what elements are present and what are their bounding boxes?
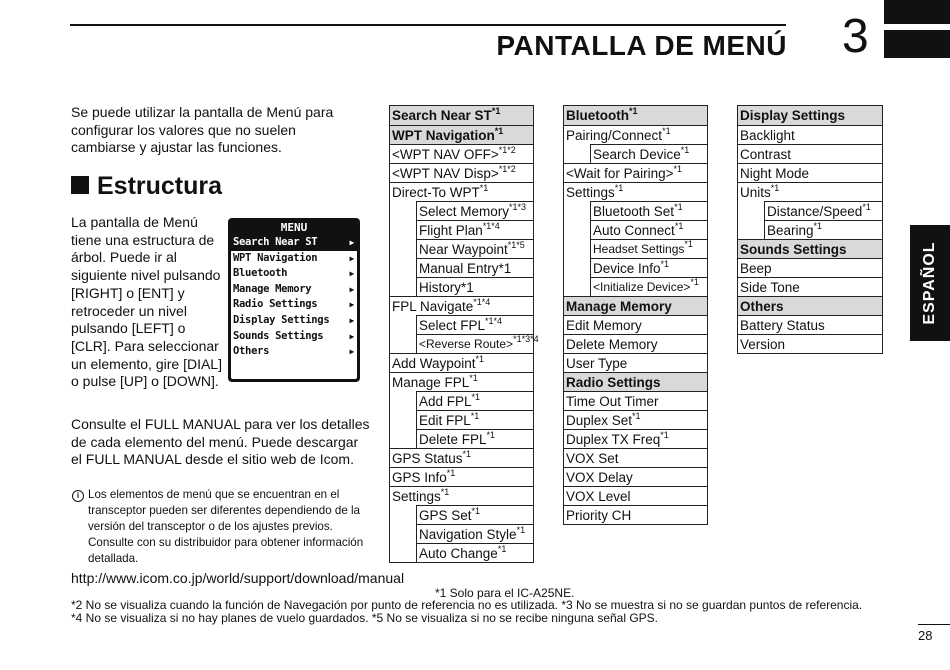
menu-item	[564, 391, 707, 410]
footnote-marker: *1	[494, 126, 504, 136]
menu-subitem	[590, 277, 707, 296]
footnote-marker: *1*3	[509, 202, 527, 212]
menu-item	[564, 163, 707, 182]
menu-item-label: Direct-To WPT	[392, 185, 480, 200]
menu-item-label: Manage FPL	[392, 375, 470, 390]
footnote-marker: *1	[497, 544, 507, 554]
chapter-tab-bar	[884, 0, 950, 24]
menu-item-label: Edit FPL	[419, 413, 471, 428]
menu-item	[390, 182, 533, 201]
menu-lcd-item-label: Search Near ST	[233, 236, 318, 248]
menu-item	[564, 125, 707, 144]
menu-item-label: Side Tone	[740, 280, 800, 295]
footnote-marker: *1	[660, 259, 670, 269]
menu-item-label: History*1	[419, 280, 474, 295]
menu-subitem	[590, 201, 707, 220]
footnote-2-3: *2 No se visualiza cuando la función de Navegación por punto de referencia no es utilizada. *3 No se muestra si no se guardan puntos de referencia.	[71, 598, 863, 612]
menu-item	[564, 410, 707, 429]
square-bullet-icon	[71, 176, 89, 194]
menu-group-header	[390, 106, 533, 125]
chapter-number: 3	[842, 10, 869, 63]
menu-item-label: VOX Level	[566, 489, 631, 504]
menu-item-label: Near Waypoint	[419, 242, 508, 257]
arrow-right-icon: ▶	[349, 331, 354, 341]
menu-item	[564, 429, 707, 448]
menu-item-label: User Type	[566, 356, 628, 371]
menu-lcd-item-label: Bluetooth	[233, 267, 288, 280]
menu-subitem	[590, 144, 707, 163]
arrow-right-icon: ▶	[349, 269, 354, 279]
menu-group-header	[390, 125, 533, 144]
menu-lcd-item-label: WPT Navigation	[233, 251, 318, 264]
footnote-marker: *1*4	[473, 297, 491, 307]
footnote-marker: *1	[516, 525, 526, 535]
footnote-marker: *1	[469, 373, 478, 383]
footnote-marker: *1*4	[482, 221, 500, 231]
menu-item	[390, 467, 533, 486]
menu-item	[738, 315, 882, 334]
menu-item	[564, 334, 707, 353]
manual-url[interactable]: http://www.icom.co.jp/world/support/download/manual	[71, 570, 405, 586]
menu-subitem	[416, 220, 533, 239]
menu-item-label: Select FPL	[419, 318, 486, 333]
footnote-marker: *1	[479, 183, 489, 193]
arrow-right-icon: ▶	[349, 253, 354, 263]
menu-lcd-item	[231, 313, 357, 329]
footnote-marker: *1	[660, 430, 669, 440]
arrow-right-icon: ▶	[349, 284, 354, 294]
menu-item	[564, 315, 707, 334]
menu-item-label: Search Near ST	[392, 108, 492, 123]
menu-subitem	[416, 277, 533, 296]
menu-tree-column-2	[563, 105, 708, 525]
footnote-marker: *1	[491, 106, 501, 116]
menu-lcd-item	[231, 329, 357, 345]
menu-item-label: Night Mode	[740, 166, 810, 181]
menu-item-label: Display Settings	[740, 108, 846, 123]
menu-item-label: Add FPL	[419, 394, 472, 409]
menu-item-label: Battery Status	[740, 318, 825, 333]
chapter-tab-bar	[884, 30, 950, 58]
menu-item	[564, 486, 707, 505]
footnote-marker: *1	[674, 221, 684, 231]
menu-subitem	[416, 315, 533, 334]
menu-subitem	[416, 543, 533, 562]
menu-item	[390, 163, 533, 182]
menu-item-label: Duplex Set	[566, 413, 633, 428]
footnote-marker: *1	[471, 392, 481, 402]
footnote-marker: *1	[470, 411, 480, 421]
footnote-marker: *1	[690, 277, 699, 287]
menu-item-label: Version	[740, 337, 786, 352]
arrow-right-icon: ▶	[349, 238, 354, 247]
menu-item-label: <Reverse Route>	[419, 337, 514, 351]
menu-item-label: Time Out Timer	[566, 394, 659, 409]
menu-item-label: Bearing	[767, 223, 814, 238]
menu-lcd-inner	[231, 221, 357, 379]
arrow-right-icon: ▶	[349, 347, 354, 357]
menu-item-label: Sounds Settings	[740, 242, 847, 257]
language-tab-label: ESPAÑOL	[921, 241, 938, 325]
menu-subitem	[416, 505, 533, 524]
menu-item-label: Backlight	[740, 128, 795, 143]
menu-lcd-item-label: Others	[233, 345, 270, 358]
footnote-marker: *1	[440, 487, 450, 497]
menu-item	[390, 296, 533, 315]
menu-lcd-item	[231, 235, 357, 251]
menu-item	[390, 448, 533, 467]
menu-group-header	[564, 106, 707, 125]
menu-item-label: <WPT NAV Disp>	[392, 166, 499, 181]
menu-lcd-item-label: Radio Settings	[233, 298, 318, 311]
menu-item	[564, 182, 707, 201]
menu-item-label: Duplex TX Freq	[566, 432, 661, 447]
menu-subitem	[764, 201, 882, 220]
menu-subitem	[416, 201, 533, 220]
menu-item-label: GPS Info	[392, 470, 447, 485]
page-number-rule	[918, 624, 950, 625]
section-heading-text: Estructura	[97, 172, 223, 200]
menu-item-label: Navigation Style	[419, 527, 517, 542]
footnote-marker: *1	[614, 183, 624, 193]
menu-item-label: Bluetooth	[566, 108, 629, 123]
menu-item-label: Edit Memory	[566, 318, 642, 333]
menu-item	[564, 353, 707, 372]
menu-item	[390, 486, 533, 505]
menu-lcd-item	[231, 344, 357, 360]
menu-group-header	[564, 296, 707, 315]
menu-item-label: Priority CH	[566, 508, 632, 523]
menu-subitem	[590, 239, 707, 258]
menu-item-label: Flight Plan	[419, 223, 483, 238]
menu-item-label: GPS Status	[392, 451, 463, 466]
footnote-marker: *1	[471, 506, 481, 516]
menu-subitem	[416, 334, 539, 353]
structure-paragraph: La pantalla de Menú tiene una estructura de árbol. Puede ir al siguiente nivel pulsando [RIGHT] o [ENT] y retroceder un nivel pulsando [LEFT] o [CLR]. Para seleccionar un elemento, gire [DIAL] o pulse [UP] o [DOWN].	[71, 214, 222, 390]
menu-lcd-item	[231, 297, 357, 313]
footnote-4-5: *4 No se visualiza si no hay planes de vuelo guardados. *5 No se visualiza si no se recibe ninguna señal GPS.	[71, 611, 659, 625]
menu-item	[738, 277, 882, 296]
menu-tree-column-3	[737, 105, 883, 354]
footnote-marker: *1	[674, 202, 683, 212]
menu-item-label: Device Info	[593, 261, 661, 276]
menu-item-label: Add Waypoint	[392, 356, 476, 371]
menu-subitem	[416, 239, 533, 258]
menu-lcd-item	[231, 251, 357, 267]
menu-item	[390, 144, 533, 163]
menu-item-label: Pairing/Connect	[566, 128, 663, 143]
info-note	[72, 487, 372, 567]
footnote-marker: *1*2	[498, 164, 516, 174]
menu-item-label: VOX Set	[566, 451, 619, 466]
intro-paragraph: Se puede utilizar la pantalla de Menú para configurar los valores que no suelen cambiarse y ajustar las funciones.	[71, 104, 334, 156]
menu-subitem	[590, 258, 707, 277]
footnote-marker: *1	[486, 430, 496, 440]
menu-item	[564, 505, 707, 524]
menu-item	[390, 372, 533, 391]
menu-lcd-item	[231, 282, 357, 298]
menu-item-label: <Initialize Device>	[593, 280, 691, 294]
menu-item	[738, 163, 882, 182]
menu-item-label: GPS Set	[419, 508, 472, 523]
footnote-marker: *1	[475, 354, 485, 364]
consult-paragraph: Consulte el FULL MANUAL para ver los detalles de cada elemento del menú. Puede descargar el FULL MANUAL desde el sitio web de Icom.	[71, 416, 370, 468]
menu-subitem	[764, 220, 882, 239]
menu-item-label: Others	[740, 299, 784, 314]
menu-item-label: Manage Memory	[566, 299, 672, 314]
footnote-marker: *1*5	[507, 240, 525, 250]
menu-item-label: Auto Connect	[593, 223, 675, 238]
menu-group-header	[738, 296, 882, 315]
menu-group-header	[738, 239, 882, 258]
menu-subitem	[590, 220, 707, 239]
menu-lcd-header: MENU	[231, 221, 357, 235]
language-tab	[910, 225, 950, 341]
menu-subitem	[416, 258, 533, 277]
menu-item-label: Contrast	[740, 147, 792, 162]
menu-item-label: Delete Memory	[566, 337, 658, 352]
menu-item-label: Units	[740, 185, 771, 200]
footnote-marker: *1	[770, 183, 780, 193]
info-icon: i	[72, 490, 84, 502]
footnote-marker: *1	[813, 221, 823, 231]
footnote-marker: *1	[673, 164, 683, 174]
menu-item	[738, 182, 882, 201]
footnote-1: *1 Solo para el IC-A25NE.	[435, 586, 575, 600]
menu-item-label: Search Device	[593, 147, 681, 162]
menu-item-label: Distance/Speed	[767, 204, 863, 219]
footnote-marker: *1	[462, 449, 472, 459]
menu-item-label: <Wait for Pairing>	[566, 166, 674, 181]
menu-lcd-screen	[228, 218, 360, 382]
menu-lcd-item	[231, 266, 357, 282]
header-rule	[70, 24, 786, 26]
menu-item-label: Settings	[566, 185, 615, 200]
menu-item-label: Beep	[740, 261, 772, 276]
menu-lcd-list	[231, 235, 357, 360]
menu-subitem	[416, 391, 533, 410]
menu-subitem	[416, 429, 533, 448]
menu-item-label: Manual Entry*1	[419, 261, 512, 276]
menu-item-label: WPT Navigation	[392, 128, 495, 143]
menu-item-label: Select Memory	[419, 204, 510, 219]
info-note-text: Los elementos de menú que se encuentran en el transceptor pueden ser diferentes dependiendo de la versión del transceptor o de los ajustes previos. Consulte con su distribuidor para obtener información detallada.	[88, 488, 364, 565]
menu-lcd-item-label: Sounds Settings	[233, 329, 324, 342]
menu-item-label: <WPT NAV OFF>	[392, 147, 499, 162]
menu-item-label: Bluetooth Set	[593, 204, 675, 219]
footnote-marker: *1	[862, 202, 871, 212]
footnote-marker: *1*3*4	[513, 334, 539, 344]
footnote-marker: *1	[684, 239, 693, 249]
menu-subitem	[416, 410, 533, 429]
footnote-marker: *1*2	[498, 145, 516, 155]
footnote-marker: *1	[446, 468, 456, 478]
menu-item	[738, 144, 882, 163]
footnote-marker: *1	[632, 411, 641, 421]
menu-lcd-item-label: Display Settings	[233, 313, 330, 326]
menu-item-label: FPL Navigate	[392, 299, 474, 314]
footnote-marker: *1*4	[485, 316, 503, 326]
menu-item	[564, 448, 707, 467]
menu-item	[738, 125, 882, 144]
menu-tree-column-1	[389, 105, 539, 563]
menu-item-label: Radio Settings	[566, 375, 661, 390]
menu-item-label: Settings	[392, 489, 441, 504]
menu-item	[564, 467, 707, 486]
page-number: 28	[918, 628, 933, 643]
menu-group-header	[738, 106, 882, 125]
menu-subitem	[416, 524, 533, 543]
arrow-right-icon: ▶	[349, 300, 354, 310]
menu-group-header	[564, 372, 707, 391]
menu-lcd-item-label: Manage Memory	[233, 282, 312, 295]
menu-item	[738, 334, 882, 353]
menu-item	[738, 258, 882, 277]
section-heading	[71, 172, 222, 201]
page-title: PANTALLA DE MENÚ	[496, 30, 787, 61]
menu-item-label: Headset Settings	[593, 242, 685, 256]
menu-item	[390, 353, 533, 372]
menu-item-label: VOX Delay	[566, 470, 633, 485]
footnote-marker: *1	[662, 126, 671, 136]
footnote-marker: *1	[680, 145, 690, 155]
footnote-marker: *1	[629, 106, 638, 116]
arrow-right-icon: ▶	[349, 315, 354, 325]
menu-item-label: Delete FPL	[419, 432, 487, 447]
menu-item-label: Auto Change	[419, 546, 498, 561]
